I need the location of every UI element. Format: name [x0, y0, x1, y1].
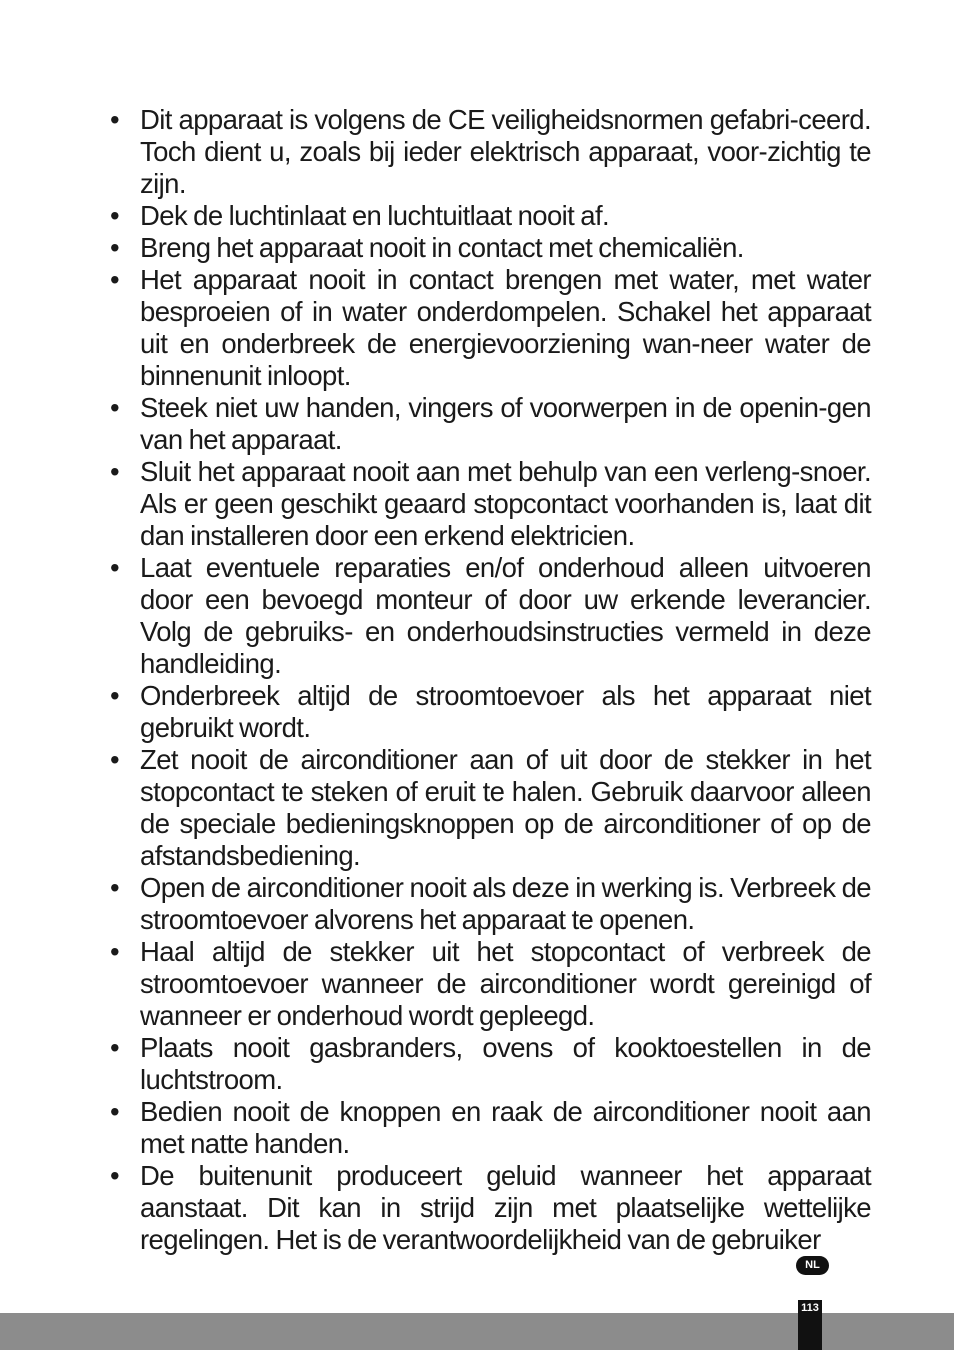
list-item [107, 1032, 871, 1096]
list-item-text: Dek de luchtinlaat en luchtuitlaat nooit af. [140, 200, 610, 231]
list-item [107, 936, 871, 1032]
list-item-text: Laat eventuele reparaties en/of onderhoud alleen uitvoeren door een bevoegd monteur of door uw erkende leverancier. Volg de gebruiks- en onderhoudsinstructies vermeld in deze handleiding. [140, 552, 871, 679]
bullet-icon: • [110, 552, 120, 583]
list-item-text: Haal altijd de stekker uit het stopcontact of verbreek de stroomtoevoer wanneer de airconditioner wordt gereinigd of wanneer er onderhoud wordt gepleegd. [140, 936, 871, 1031]
bullet-icon: • [110, 680, 120, 711]
list-item-text: De buitenunit produceert geluid wanneer het apparaat aanstaat. Dit kan in strijd zijn met plaatselijke wettelijke regelingen. Het is de verantwoordelijkheid van de gebruiker [140, 1160, 871, 1255]
list-item-text: Plaats nooit gasbranders, ovens of kooktoestellen in de luchtstroom. [140, 1032, 871, 1095]
bullet-icon: • [110, 456, 120, 487]
bullet-icon: • [110, 232, 120, 263]
bullet-icon: • [110, 872, 120, 903]
bullet-icon: • [110, 936, 120, 967]
list-item-text: Zet nooit de airconditioner aan of uit door de stekker in het stopcontact te steken of eruit te halen. Gebruik daarvoor alleen de speciale bedieningsknoppen op de airconditioner of op de afstandsbediening. [140, 744, 871, 871]
list-item [107, 744, 871, 872]
bullet-icon: • [110, 104, 120, 135]
list-item [107, 1160, 871, 1256]
bullet-icon: • [110, 200, 120, 231]
list-item-text: Steek niet uw handen, vingers of voorwerpen in de openin-gen van het apparaat. [140, 392, 871, 455]
bullet-icon: • [110, 264, 120, 295]
bullet-icon: • [110, 392, 120, 423]
list-item [107, 392, 871, 456]
safety-instructions-list [107, 104, 871, 1256]
list-item [107, 1096, 871, 1160]
list-item [107, 264, 871, 392]
list-item [107, 552, 871, 680]
bullet-icon: • [110, 1096, 120, 1127]
list-item [107, 872, 871, 936]
list-item-text: Bedien nooit de knoppen en raak de airconditioner nooit aan met natte handen. [140, 1096, 871, 1159]
list-item-text: Onderbreek altijd de stroomtoevoer als het apparaat niet gebruikt wordt. [140, 680, 871, 743]
bullet-icon: • [110, 744, 120, 775]
list-item [107, 104, 871, 200]
list-item-text: Breng het apparaat nooit in contact met chemicaliën. [140, 232, 744, 263]
list-item [107, 200, 871, 232]
bullet-icon: • [110, 1032, 120, 1063]
list-item-text: Open de airconditioner nooit als deze in werking is. Verbreek de stroomtoevoer alvorens het apparaat te openen. [140, 872, 871, 935]
list-item-text: Sluit het apparaat nooit aan met behulp van een verleng-snoer. Als er geen geschikt geaard stopcontact voorhanden is, laat dit dan installeren door een erkend elektricien. [140, 456, 871, 551]
bullet-icon: • [110, 1160, 120, 1191]
list-item-text: Het apparaat nooit in contact brengen met water, met water besproeien of in water onderdompelen. Schakel het apparaat uit en onderbreek de energievoorziening wan-neer water de binnenunit inloopt. [140, 264, 871, 391]
page-number-tab [798, 1300, 822, 1350]
language-badge: NL [796, 1256, 829, 1275]
page-number: 113 [801, 1302, 819, 1314]
list-item [107, 456, 871, 552]
list-item [107, 232, 871, 264]
list-item [107, 680, 871, 744]
list-item-text: Dit apparaat is volgens de CE veiligheidsnormen gefabri-ceerd. Toch dient u, zoals bij ieder elektrisch apparaat, voor-zichtig te zijn. [140, 104, 871, 199]
